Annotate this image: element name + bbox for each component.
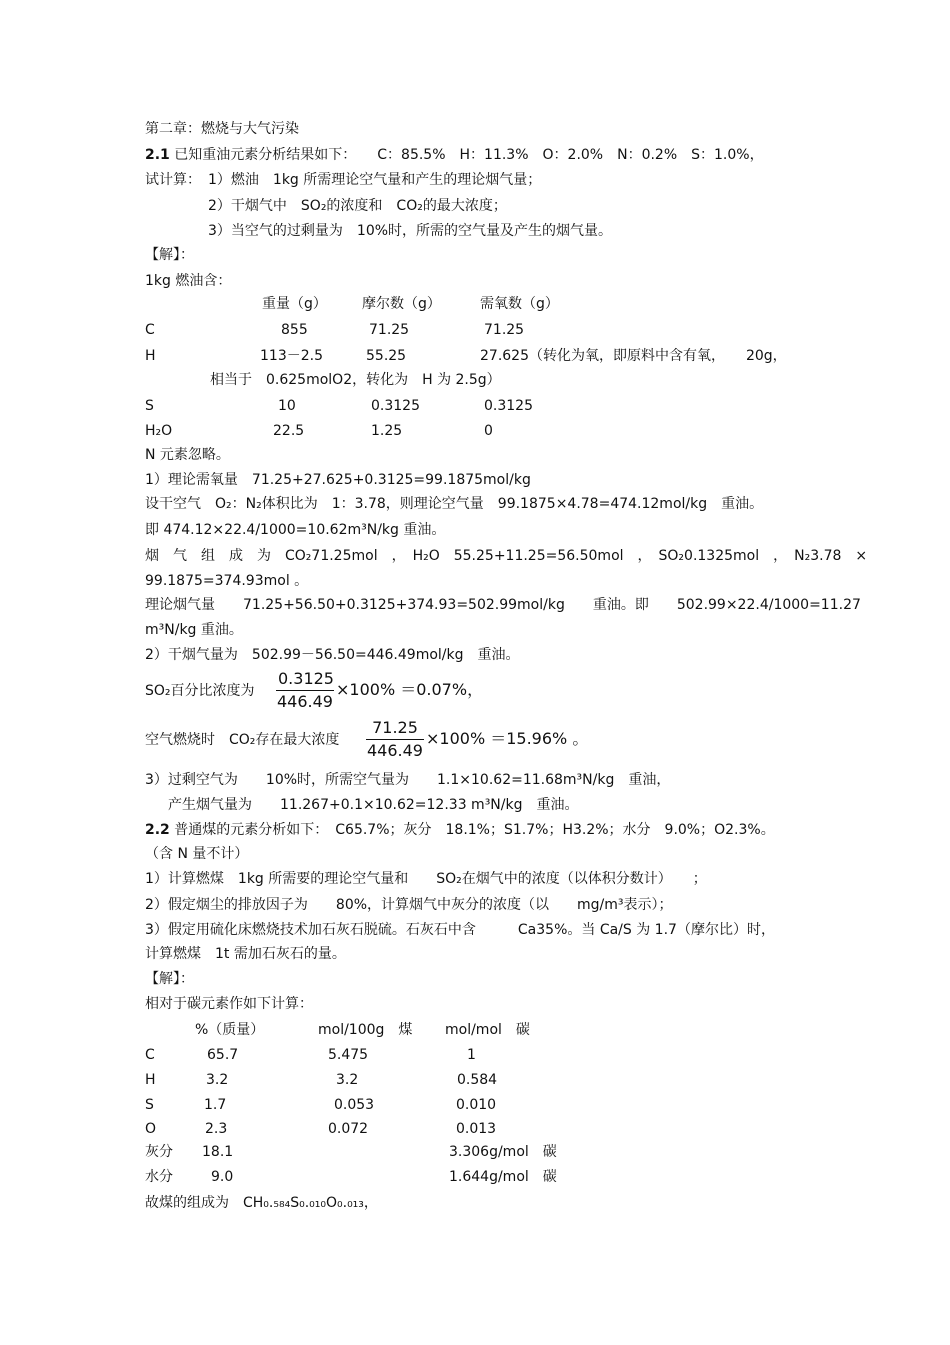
table-cell: 0.010 [456, 1097, 497, 1113]
table-cell: 9.0 [211, 1169, 234, 1185]
table-cell: O [145, 1121, 157, 1137]
text-line: 设干空气 O₂：N₂体积比为 1：3.78，则理论空气量 99.1875×4.78=474.12mol/kg 重油。 [145, 496, 764, 512]
table-cell: 65.7 [207, 1047, 239, 1063]
table-header: 摩尔数（g） [362, 296, 441, 312]
fraction-denominator: 446.49 [367, 741, 423, 760]
chapter-title: 第二章：燃烧与大气污染 [145, 121, 299, 137]
table-cell: C [145, 322, 155, 338]
problem-2-2-question-1: 1）计算燃煤 1kg 所需要的理论空气量和 SO₂在烟气中的浓度（以体积分数计） ； [145, 871, 707, 887]
table-cell: 113－2.5 [260, 348, 323, 364]
table-cell: H [145, 348, 156, 364]
text-line: 3）过剩空气为 10%时，所需空气量为 1.1×10.62=11.68m³N/kg 重油， [145, 772, 671, 788]
table-cell: 10 [278, 398, 296, 414]
table-cell: 3.2 [336, 1072, 359, 1088]
table-cell: 1 [467, 1047, 476, 1063]
so2-equation-label: SO₂百分比浓度为 [145, 683, 255, 699]
table-cell: 1.644g/mol 碳 [449, 1169, 557, 1185]
text-line: （含 N 量不计） [145, 846, 249, 862]
table-cell: 5.475 [328, 1047, 369, 1063]
table-cell: 1.25 [371, 423, 403, 439]
table-cell: 0.013 [456, 1121, 497, 1137]
co2-equation-label: 空气燃烧时 CO₂存在最大浓度 [145, 732, 340, 748]
text-line: 理论烟气量 71.25+56.50+0.3125+374.93=502.99mol/kg 重油。即 502.99×22.4/1000=11.27 [145, 597, 861, 613]
table-cell: 灰分 [145, 1144, 173, 1160]
problem-2-2-question-2: 2）假定烟尘的排放因子为 80%，计算烟气中灰分的浓度（以 mg/m³表示）； [145, 897, 673, 913]
problem-number: 2.2 [145, 822, 170, 838]
problem-2-1-question-1: 试计算： 1）燃油 1kg 所需理论空气量和产生的理论烟气量； [145, 172, 542, 188]
text-line: 烟 气 组 成 为 CO₂71.25mol ， H₂O 55.25+11.25=56.50mol ， SO₂0.1325mol ， N₂3.78 × [145, 548, 868, 564]
table-cell: 0.3125 [371, 398, 420, 414]
table-cell: 22.5 [273, 423, 305, 439]
table-cell: 0.072 [328, 1121, 369, 1137]
text-line: 1）理论需氧量 71.25+27.625+0.3125=99.1875mol/kg [145, 472, 531, 488]
so2-fraction [276, 668, 334, 713]
text-line: 相对于碳元素作如下计算： [145, 996, 313, 1012]
text-line: 2）干烟气量为 502.99－56.50=446.49mol/kg 重油。 [145, 647, 520, 663]
table-header: mol/100g 煤 [318, 1022, 413, 1038]
table-cell: 0.053 [334, 1097, 375, 1113]
text-line: 计算燃煤 1t 需加石灰石的量。 [145, 946, 346, 962]
table-cell: 0.3125 [484, 398, 533, 414]
table-cell: 27.625（转化为氧，即原料中含有氧， 20g， [480, 348, 787, 364]
text-line: m³N/kg 重油。 [145, 622, 243, 638]
fraction-numerator: 71.25 [366, 717, 424, 740]
text-line: 即 474.12×22.4/1000=10.62m³N/kg 重油。 [145, 522, 446, 538]
table-header: 重量（g） [262, 296, 327, 312]
text-line: 产生烟气量为 11.267+0.1×10.62=12.33 m³N/kg 重油。 [168, 797, 579, 813]
table-cell: H [145, 1072, 156, 1088]
table-cell: 18.1 [202, 1144, 234, 1160]
table-cell: 1.7 [204, 1097, 227, 1113]
problem-2-1-question-3: 3）当空气的过剩量为 10%时，所需的空气量及产生的烟气量。 [208, 223, 613, 239]
table-cell: H₂O [145, 423, 173, 439]
table-cell: 3.306g/mol 碳 [449, 1144, 557, 1160]
problem-2-2-question-3: 3）假定用硫化床燃烧技术加石灰石脱硫。石灰石中含 Ca35%。当 Ca/S 为 1.7（摩尔比）时， [145, 922, 775, 938]
co2-equation-result: ×100% ＝15.96% 。 [426, 729, 589, 748]
coal-formula-line: 故煤的组成为 CH₀.₅₈₄S₀.₀₁₀O₀.₀₁₃， [145, 1195, 378, 1211]
problem-text: 已知重油元素分析结果如下： C：85.5% H：11.3% O：2.0% N：0.2% S：1.0%， [174, 147, 764, 163]
table-header: %（质量） [195, 1022, 265, 1038]
table-cell: 71.25 [369, 322, 410, 338]
problem-text: 普通煤的元素分析如下： C65.7%；灰分 18.1%；S1.7%；H3.2%；水分 9.0%；O2.3%。 [174, 822, 775, 838]
solution-label: 【解】： [145, 971, 194, 987]
oil-content-heading: 1kg 燃油含： [145, 273, 232, 289]
problem-2-2-statement [145, 821, 775, 839]
text-line: 99.1875=374.93mol 。 [145, 573, 309, 589]
table-cell: C [145, 1047, 155, 1063]
table-header: 需氧数（g） [480, 296, 559, 312]
table-cell: 0.584 [457, 1072, 498, 1088]
table-header: mol/mol 碳 [445, 1022, 530, 1038]
table-cell: 2.3 [205, 1121, 228, 1137]
problem-2-1-statement [145, 146, 764, 164]
table-cell: 0 [484, 423, 493, 439]
text-line: N 元素忽略。 [145, 447, 230, 463]
table-cell: S [145, 1097, 154, 1113]
table-cell: S [145, 398, 154, 414]
table-cell: 3.2 [206, 1072, 229, 1088]
problem-number: 2.1 [145, 147, 170, 163]
table-cell: 55.25 [366, 348, 407, 364]
problem-2-1-question-2: 2）干烟气中 SO₂的浓度和 CO₂的最大浓度； [208, 198, 507, 214]
solution-label: 【解】： [145, 247, 194, 263]
table-note: 相当于 0.625molO2，转化为 H 为 2.5g） [210, 372, 501, 388]
co2-fraction [366, 717, 424, 762]
fraction-numerator: 0.3125 [276, 668, 334, 691]
table-cell: 水分 [145, 1169, 173, 1185]
so2-equation-result: ×100% ＝0.07%， [336, 680, 484, 699]
table-cell: 855 [281, 322, 308, 338]
fraction-denominator: 446.49 [277, 692, 333, 711]
table-cell: 71.25 [484, 322, 525, 338]
